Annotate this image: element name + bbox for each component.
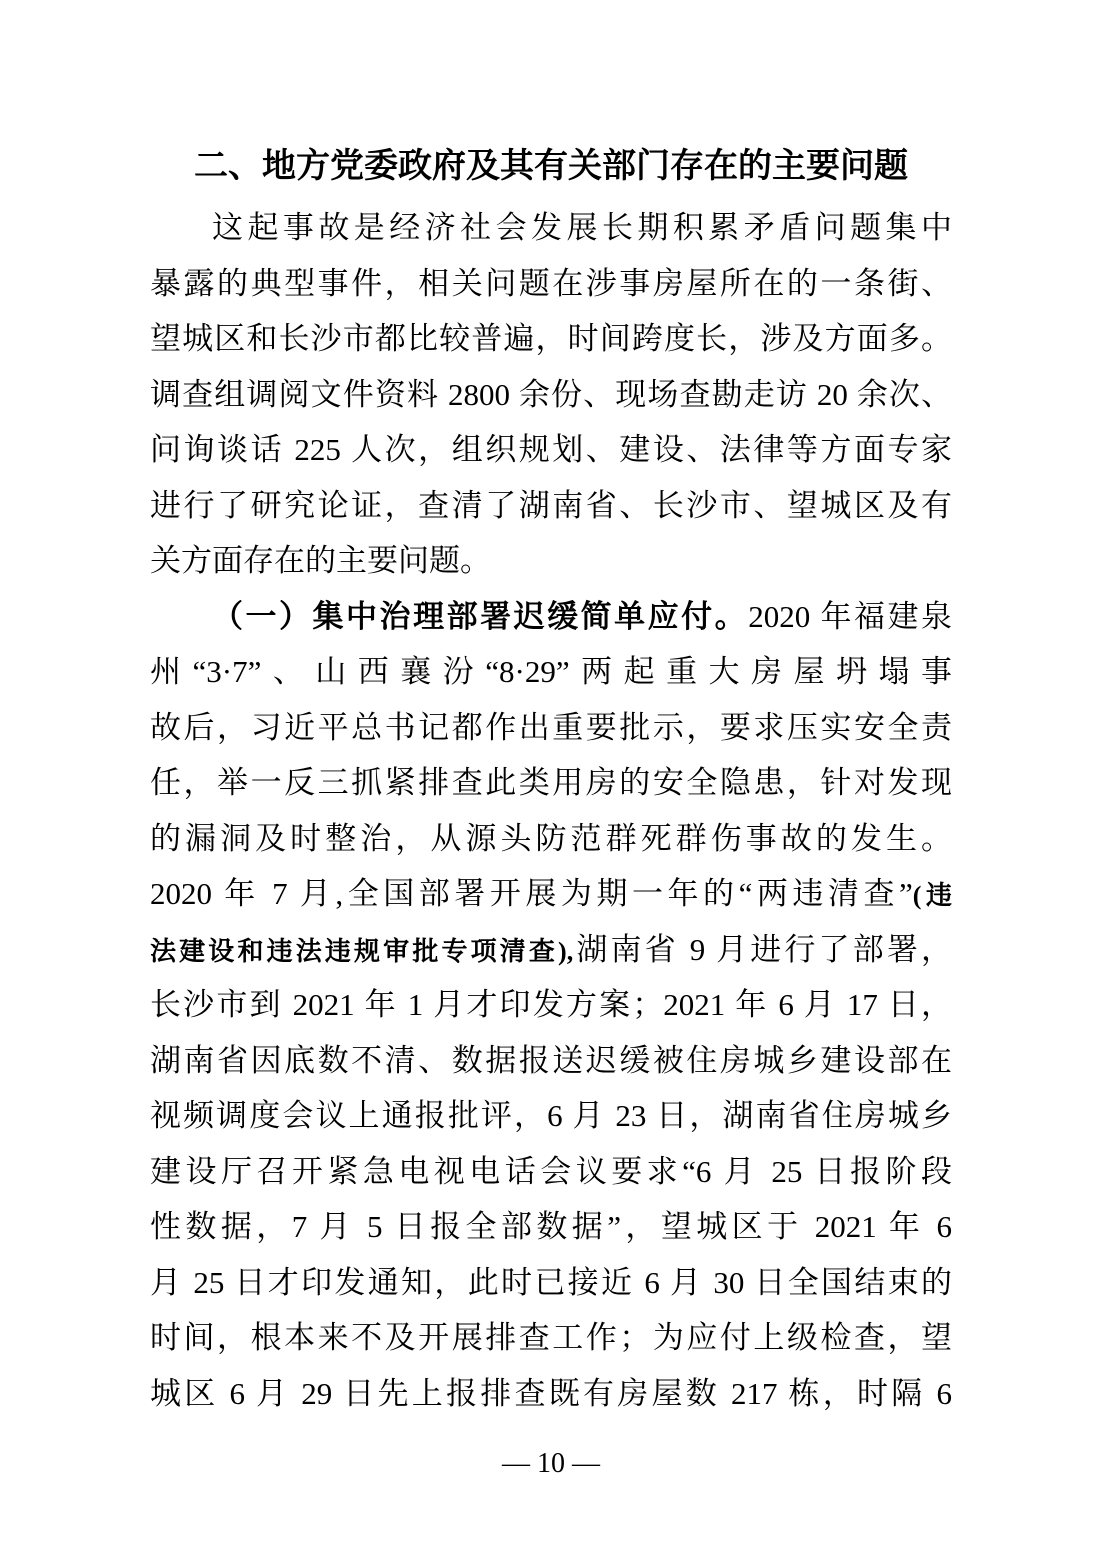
text-line: 视频调度会议上通报批评，6 月 23 日，湖南省住房城乡 bbox=[150, 1098, 952, 1133]
text-run: 2020 年 7 月,全国部署开展为期一年的“两违清查” bbox=[150, 876, 913, 911]
text-line: 建设厅召开紧急电视电话会议要求“6 月 25 日报阶段 bbox=[150, 1153, 952, 1189]
text-line: 故后，习近平总书记都作出重要批示，要求压实安全责 bbox=[150, 709, 952, 745]
text-run: 2020 年福建泉 bbox=[748, 598, 952, 634]
text-line bbox=[150, 589, 952, 645]
text-line: 暴露的典型事件，相关问题在涉事房屋所在的一条街、 bbox=[150, 265, 952, 301]
page-number: — 10 — bbox=[502, 1448, 600, 1479]
text-line: 关方面存在的主要问题。 bbox=[150, 543, 491, 578]
text-line: 月 25 日才印发通知，此时已接近 6 月 30 日全国结束的 bbox=[150, 1264, 952, 1300]
document-body bbox=[150, 200, 952, 1421]
text-line: 调查组调阅文件资料 2800 余份、现场查勘走访 20 余次、 bbox=[150, 376, 952, 412]
text-line: 任，举一反三抓紧排查此类用房的安全隐患，针对发现 bbox=[150, 765, 952, 800]
subsection-title: （一）集中治理部署迟缓简单应付。 bbox=[212, 598, 749, 634]
text-line: 长沙市到 2021 年 1 月才印发方案；2021 年 6 月 17 日， bbox=[150, 987, 952, 1022]
text-line bbox=[150, 866, 952, 922]
text-line: 城区 6 月 29 日先上报排查既有房屋数 217 栋，时隔 6 bbox=[150, 1375, 952, 1411]
text-line: 时间，根本来不及开展排查工作；为应付上级检查，望 bbox=[150, 1320, 952, 1355]
text-line: 这起事故是经济社会发展长期积累矛盾问题集中 bbox=[212, 210, 952, 245]
text-line: 湖南省因底数不清、数据报送迟缓被住房城乡建设部在 bbox=[150, 1042, 952, 1078]
text-line: 望城区和长沙市都比较普遍，时间跨度长，涉及方面多。 bbox=[150, 321, 952, 356]
text-line: 性数据，7 月 5 日报全部数据”，望城区于 2021 年 6 bbox=[150, 1209, 952, 1244]
text-line: 问询谈话 225 人次，组织规划、建设、法律等方面专家 bbox=[150, 432, 952, 467]
text-line: 的漏洞及时整治，从源头防范群死群伤事故的发生。 bbox=[150, 820, 952, 856]
annotation-text: (违 bbox=[912, 881, 952, 910]
text-run: 湖南省 9 月进行了部署， bbox=[573, 931, 952, 967]
section-heading: 二、地方党委政府及其有关部门存在的主要问题 bbox=[194, 147, 908, 185]
text-line: 州“3·7”、山西襄汾“8·29”两起重大房屋坍塌事 bbox=[150, 654, 952, 689]
text-line: 进行了研究论证，查清了湖南省、长沙市、望城区及有 bbox=[150, 487, 952, 523]
text-line bbox=[150, 922, 952, 978]
annotation-text: 法建设和违法违规审批专项清查), bbox=[150, 936, 574, 966]
